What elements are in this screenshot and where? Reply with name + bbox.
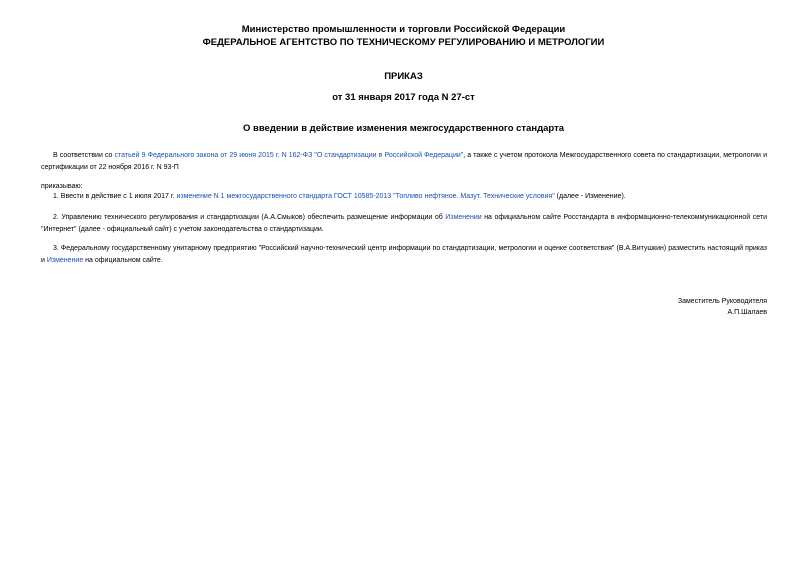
item-1-text-end: (далее - Изменение). xyxy=(554,193,626,200)
item-3-paragraph xyxy=(41,243,767,267)
document-type: ПРИКАЗ xyxy=(384,71,423,82)
change-link-item-2[interactable]: Изменении xyxy=(445,214,482,221)
item-3-text-end: на официальном сайте. xyxy=(83,257,163,264)
intro-paragraph xyxy=(41,150,767,174)
agency-name: ФЕДЕРАЛЬНОЕ АГЕНТСТВО ПО ТЕХНИЧЕСКОМУ РЕГУЛИРОВАНИЮ И МЕТРОЛОГИИ xyxy=(202,37,605,48)
item-1-paragraph xyxy=(41,191,767,203)
item-1-text-start: 1. Ввести в действие с 1 июля 2017 г. xyxy=(53,193,177,200)
item-3-text-start: 3. Федеральному государственному унитарному предприятию "Российский научно-технический центр информации по стандартизации, метрологии и оценке соответствия" (В.А.Витушкин) разместить настоящий приказ и xyxy=(41,245,767,264)
item-2-text-end: на официальном сайте Росстандарта в информационно-телекоммуникационной сети "Интернет" (далее - официальный сайт) с учетом законодательства о стандартизации. xyxy=(41,214,768,233)
document-date-number: от 31 января 2017 года N 27-ст xyxy=(332,92,475,103)
change-link-item-3[interactable]: Изменение xyxy=(46,257,84,264)
document-subject: О введении в действие изменения межгосударственного стандарта xyxy=(242,123,565,134)
item-2-paragraph xyxy=(41,212,767,236)
intro-text-end: , а также с учетом протокола Межгосударственного совета по стандартизации, метрологии и сертификации от 22 ноября 2016 г. N 93-П xyxy=(41,152,767,171)
item-2-text-start: 2. Управлению технического регулирования и стандартизации (А.А.Смыков) обеспечить размещение информации об xyxy=(53,214,446,221)
prikazyvayu-text: приказываю: xyxy=(41,183,83,190)
intro-text-start: В соответствии со xyxy=(53,152,115,159)
standard-change-link[interactable]: изменение N 1 межгосударственного стандарта ГОСТ 10585-2013 "Топливо нефтяное. Мазут. Технические условия" xyxy=(176,193,555,200)
ministry-name: Министерство промышленности и торговли Российской Федерации xyxy=(241,24,566,35)
signature-position: Заместитель Руководителя xyxy=(677,298,767,305)
law-link[interactable]: статьей 9 Федерального закона от 29 июня 2015 г. N 162-ФЗ "О стандартизации в Российской Федерации" xyxy=(114,152,464,159)
signature-name: А.П.Шалаев xyxy=(727,309,767,316)
